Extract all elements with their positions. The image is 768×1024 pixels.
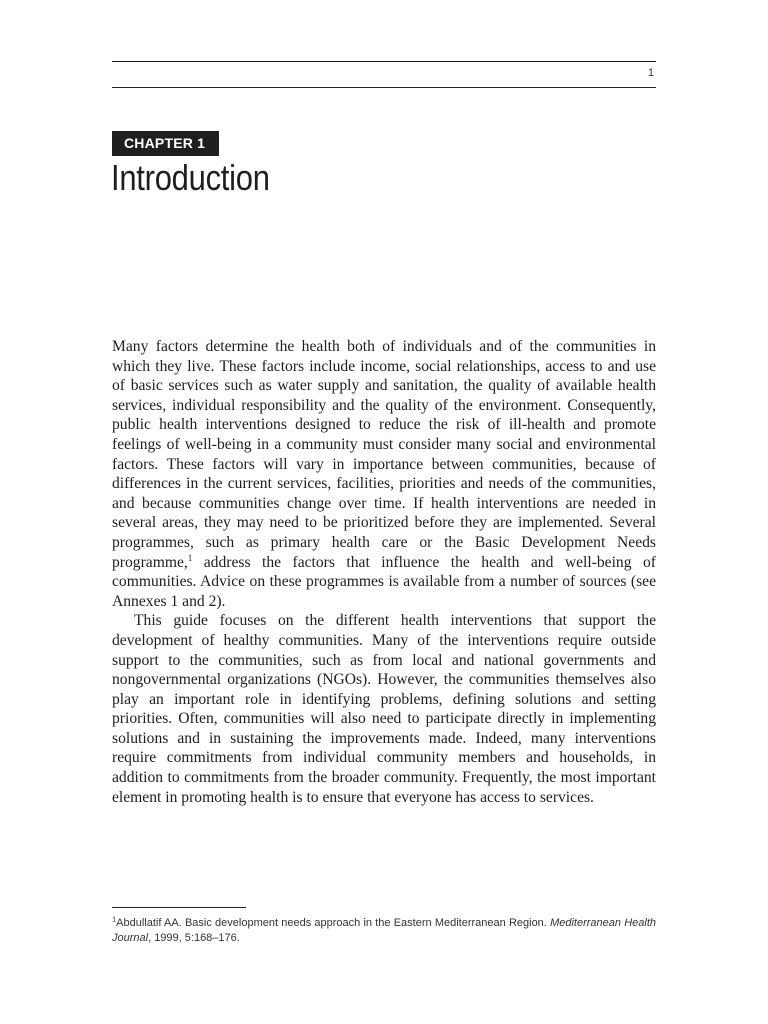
chapter-title: Introduction	[111, 157, 270, 198]
footnote-journal: Mediterranean Health Journal	[112, 917, 656, 944]
footnote-citation: , 1999, 5:168–176.	[148, 932, 240, 944]
paragraph-1-text-b: address the factors that influence the health and well-being of communities. Advice on these programmes is available from a number of sources (see Annexes 1 and 2).	[112, 553, 656, 610]
chapter-label: CHAPTER 1	[112, 131, 219, 156]
page-number: 1	[647, 67, 654, 79]
paragraph-2: This guide focuses on the different health interventions that support the development of healthy communities. Many of the interventions require outside support to the communities, such as from local and national governments and nongovernmental organizations (NGOs). However, the communities themselves also play an important role in identifying problems, defining solutions and setting priorities. Often, communities will also need to participate directly in implementing solutions and in sustaining the improvements made. Indeed, many interventions require commitments from individual community members and households, in addition to commitments from the broader community. Frequently, the most important element in promoting health is to ensure that everyone has access to services.	[112, 612, 656, 806]
footnote-mark: 1	[112, 914, 117, 924]
document-page	[112, 0, 656, 1024]
footnote	[112, 916, 656, 946]
paragraph-1	[112, 337, 656, 611]
footnote-text: Abdullatif AA. Basic development needs approach in the Eastern Mediterranean Region.	[116, 917, 551, 929]
paragraph-1-text-a: Many factors determine the health both of individuals and of the communities in which they live. These factors include income, social relationships, access to and use of basic services such as water supply and sanitation, the quality of available health services, individual responsibility and the quality of the environment. Consequently, public health interventions designed to reduce the risk of ill-health and promote feelings of well-being in a community must consider many social and environmental factors. These factors will vary in importance between communities, because of differences in the current services, facilities, priorities and needs of the communities, and because communities change over time. If health interventions are needed in several areas, they may need to be prioritized before they are implemented. Several programmes, such as primary health care or the Basic Development Needs programme,	[112, 338, 656, 571]
header-rule-top	[112, 61, 656, 62]
header-rule-bottom	[112, 87, 656, 88]
body-text	[112, 337, 656, 807]
footnote-reference[interactable]: 1	[187, 552, 193, 563]
footnote-rule	[112, 907, 246, 908]
